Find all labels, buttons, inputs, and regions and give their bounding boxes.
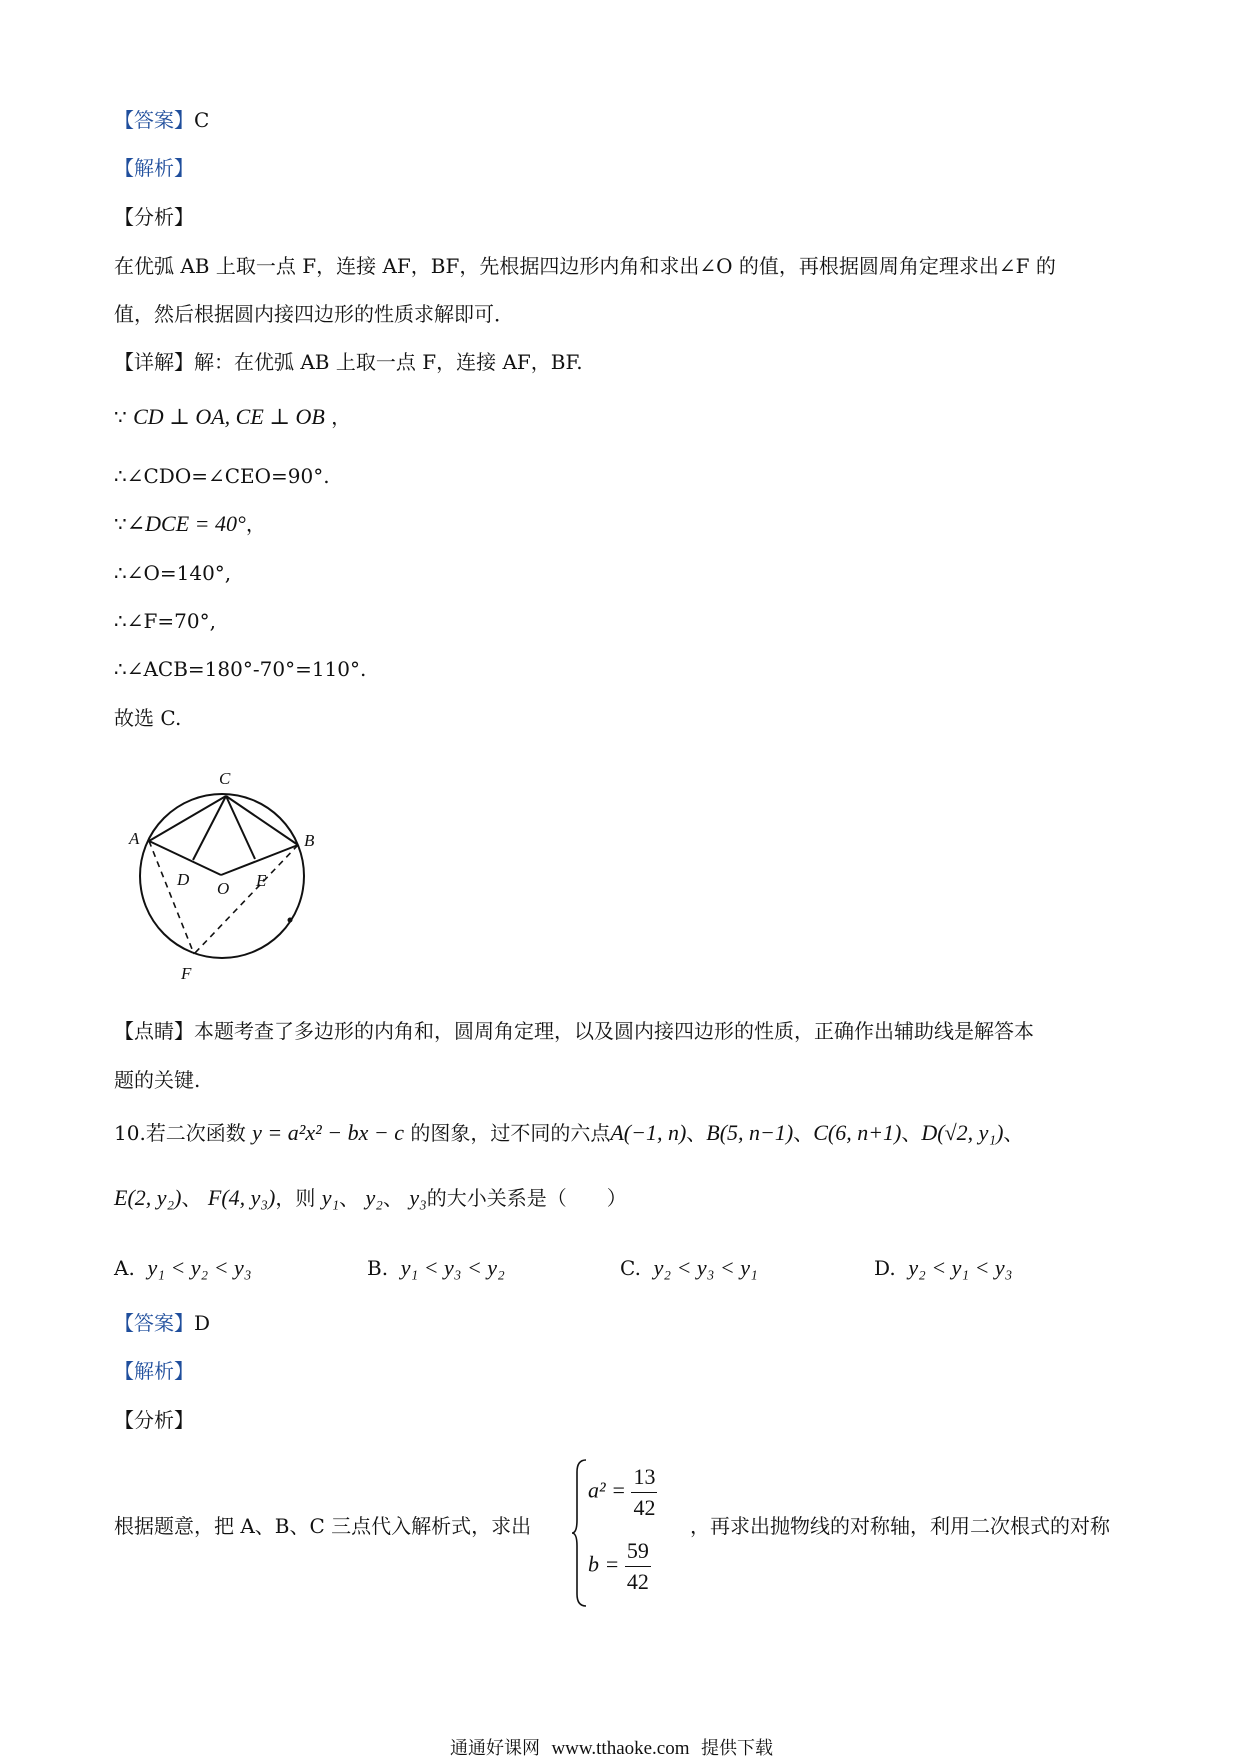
footer-site: 通通好课网 bbox=[450, 1738, 540, 1759]
point-dot bbox=[288, 918, 293, 923]
option-b: B. y₁ < y₃ < y₂ bbox=[367, 1255, 505, 1280]
analysis-tag: 【解析】 bbox=[114, 156, 194, 180]
dashed-bf bbox=[194, 845, 298, 954]
label-d: D bbox=[177, 870, 190, 889]
point-b: B(5, n−1) bbox=[706, 1120, 794, 1145]
comment-line1: 【点睛】本题考查了多边形的内角和，圆周角定理，以及圆内接四边形的性质，正确作出辅助线是解答本 bbox=[114, 1019, 1034, 1043]
option-c: C. y₂ < y₃ < y₁ bbox=[620, 1255, 758, 1280]
fenxi-text-line1: 在优弧 AB 上取一点 F，连接 AF，BF，先根据四边形内角和求出∠O 的值，再根据圆周角定理求出∠F 的 bbox=[114, 254, 1056, 278]
equation-system bbox=[572, 1458, 692, 1608]
option-a: A. y₁ < y₂ < y₃ bbox=[114, 1255, 252, 1280]
answer-tag: 【答案】 bbox=[114, 1311, 194, 1335]
label-f: F bbox=[181, 964, 192, 983]
step-angle-f: ∴∠F=70°, bbox=[114, 609, 216, 633]
step-angle-o: ∴∠O=140°, bbox=[114, 561, 232, 585]
question-10-stem-line1: 10.若二次函数 y = a²x² − bx − c 的图象，过不同的六点A(−1, n)、B(5, n−1)、C(6, n+1)、D(√2, y₁)、 bbox=[114, 1120, 1024, 1145]
point-f: F(4, y₃) bbox=[207, 1185, 276, 1210]
label-b: B bbox=[304, 831, 315, 850]
comment-line2: 题的关键. bbox=[114, 1068, 201, 1092]
equation-b: b = $\frac{59}{42}$ bbox=[588, 1538, 649, 1594]
answer-line-q10 bbox=[114, 1313, 210, 1333]
label-e: E bbox=[256, 871, 267, 890]
point-e: E(2, y₂) bbox=[114, 1185, 182, 1210]
choose-line: 故选 C. bbox=[114, 706, 182, 730]
answer-value: D bbox=[194, 1311, 211, 1335]
label-o: O bbox=[217, 879, 230, 898]
fenxi-text-a: 根据题意，把 A、B、C 三点代入解析式，求出 bbox=[114, 1514, 532, 1538]
left-brace bbox=[572, 1458, 588, 1608]
label-a: A bbox=[129, 829, 140, 848]
label-c: C bbox=[219, 769, 231, 788]
point-d: D(√2, y₁) bbox=[921, 1120, 1004, 1145]
analysis-tag: 【解析】 bbox=[114, 1359, 194, 1383]
footer-url[interactable]: www.tthaoke.com bbox=[551, 1738, 690, 1759]
footer-suffix: 提供下载 bbox=[700, 1738, 773, 1759]
option-d: D. y₂ < y₁ < y₃ bbox=[874, 1255, 1013, 1280]
perpendicular-expression: CD ⊥ OA, CE ⊥ OB bbox=[133, 404, 325, 429]
step-given-angle: ∵∠DCE = 40°， bbox=[114, 511, 266, 536]
function-expression: y = a²x² − bx − c bbox=[252, 1120, 404, 1145]
step-right-angles: ∴∠CDO=∠CEO=90°. bbox=[114, 464, 330, 488]
point-a: A(−1, n) bbox=[610, 1120, 687, 1145]
answer-value: C bbox=[194, 108, 210, 132]
question-number: 10. bbox=[114, 1121, 146, 1145]
equation-a: a² = $\frac{13}{42}$ bbox=[588, 1464, 656, 1520]
circle-geometry-figure bbox=[120, 762, 320, 992]
answer-tag: 【答案】 bbox=[114, 108, 194, 132]
point-c: C(6, n+1) bbox=[813, 1120, 902, 1145]
detail-line: 【详解】解：在优弧 AB 上取一点 F，连接 AF，BF. bbox=[114, 350, 583, 374]
footer bbox=[450, 1734, 773, 1760]
fenxi-text-b: ，再求出抛物线的对称轴，利用二次根式的对称 bbox=[690, 1514, 1110, 1538]
fenxi-tag: 【分析】 bbox=[114, 1408, 194, 1432]
fenxi-text-line2: 值，然后根据圆内接四边形的性质求解即可． bbox=[114, 302, 514, 326]
given-angle-expression: ∠DCE = 40° bbox=[126, 511, 246, 536]
step-angle-acb: ∴∠ACB=180°-70°=110°. bbox=[114, 657, 367, 681]
answer-line-q9 bbox=[114, 110, 209, 130]
fenxi-tag: 【分析】 bbox=[114, 205, 194, 229]
question-10-stem-line2: E(2, y₂)、 F(4, y₃)，则 y₁、 y₂、 y₃的大小关系是（ ） bbox=[114, 1185, 627, 1210]
step-perpendicular: ∵ CD ⊥ OA, CE ⊥ OB ， bbox=[114, 404, 352, 429]
circle bbox=[140, 794, 304, 958]
dashed-af bbox=[149, 841, 194, 954]
